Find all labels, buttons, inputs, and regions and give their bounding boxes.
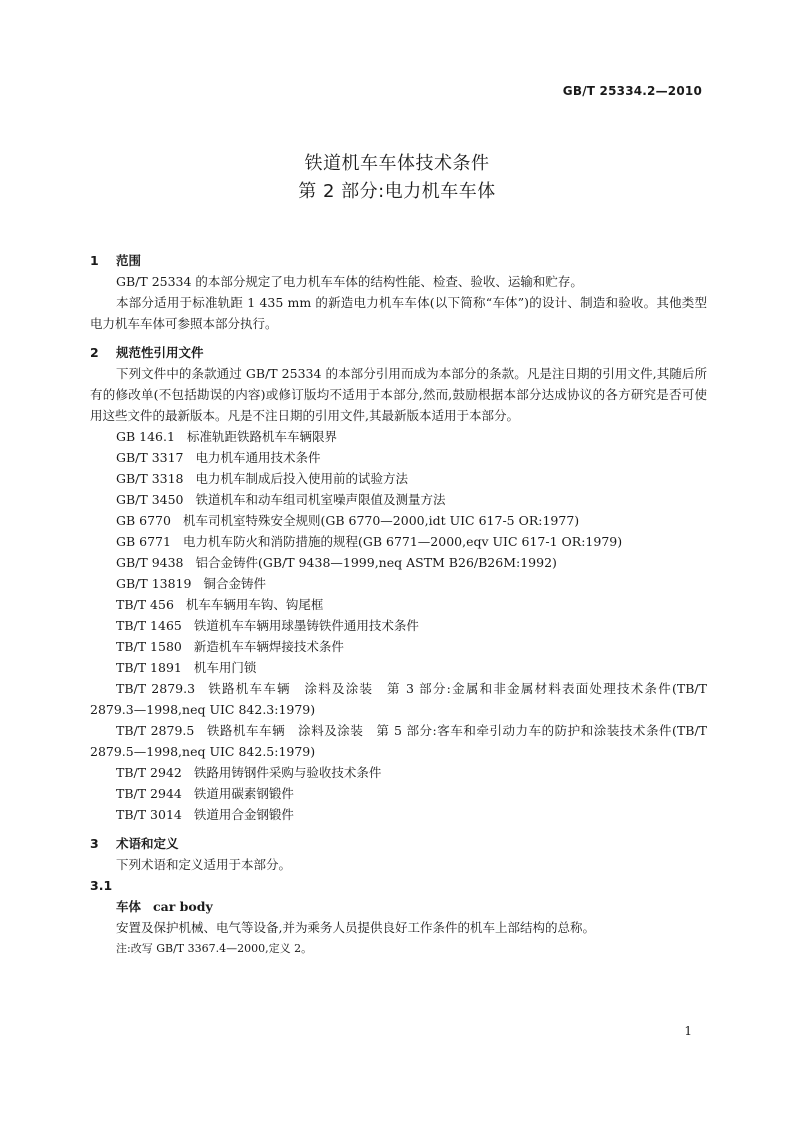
reference-item: GB 6771 电力机车防火和消防措施的规程(GB 6771—2000,eqv UIC 617-1 OR:1979) bbox=[116, 534, 623, 549]
section-number: 2 bbox=[90, 345, 99, 360]
document-body bbox=[90, 250, 707, 959]
section-number: 1 bbox=[90, 253, 99, 268]
term-entry bbox=[90, 896, 707, 917]
term-chinese: 车体 bbox=[116, 899, 142, 914]
section-title: 术语和定义 bbox=[116, 836, 179, 851]
reference-item: TB/T 1580 新造机车车辆焊接技术条件 bbox=[116, 639, 344, 654]
section-title: 范围 bbox=[116, 253, 142, 268]
reference-item: GB/T 3318 电力机车制成后投入使用前的试验方法 bbox=[116, 471, 409, 486]
reference-item: TB/T 456 机车车辆用车钩、钩尾框 bbox=[116, 597, 324, 612]
reference-item: TB/T 2944 铁道用碳素钢锻件 bbox=[116, 786, 294, 801]
reference-item: GB/T 3317 电力机车通用技术条件 bbox=[116, 450, 321, 465]
reference-item: TB/T 3014 铁道用合金钢锻件 bbox=[116, 807, 294, 822]
reference-item: GB 146.1 标准轨距铁路机车车辆限界 bbox=[116, 429, 337, 444]
paragraph: GB/T 25334 的本部分规定了电力机车车体的结构性能、检查、验收、运输和贮存。 bbox=[116, 274, 583, 289]
term-english: car body bbox=[153, 899, 213, 914]
reference-item: TB/T 2879.3 铁路机车车辆 涂料及涂装 第 3 部分:金属和非金属材料表面处理技术条件(TB/T 2879.3—1998,neq UIC 842.3:1979) bbox=[90, 681, 707, 717]
reference-item: GB 6770 机车司机室特殊安全规则(GB 6770—2000,idt UIC 617-5 OR:1977) bbox=[116, 513, 580, 528]
standard-code: GB/T 25334.2—2010 bbox=[562, 84, 702, 98]
section-heading-terms-definitions bbox=[90, 833, 707, 854]
page-number: 1 bbox=[684, 1024, 692, 1038]
reference-item: GB/T 13819 铜合金铸件 bbox=[116, 576, 266, 591]
clause-number: 3.1 bbox=[90, 878, 113, 893]
note: 注:改写 GB/T 3367.4—2000,定义 2。 bbox=[116, 942, 313, 955]
reference-item: TB/T 1891 机车用门锁 bbox=[116, 660, 257, 675]
paragraph: 本部分适用于标准轨距 1 435 mm 的新造电力机车车体(以下简称“车体”)的设计、制造和验收。其他类型电力机车车体可参照本部分执行。 bbox=[90, 295, 707, 331]
reference-list bbox=[90, 426, 707, 825]
section-title: 规范性引用文件 bbox=[116, 345, 204, 360]
section-heading-scope bbox=[90, 250, 707, 271]
paragraph: 下列文件中的条款通过 GB/T 25334 的本部分引用而成为本部分的条款。凡是注日期的引用文件,其随后所有的修改单(不包括勘误的内容)或修订版均不适用于本部分,然而,鼓励根据本部分达成协议的各方研究是否可使用这些文件的最新版本。凡是不注日期的引用文件,其最新版本适用于本部分。 bbox=[90, 366, 707, 423]
reference-item: GB/T 3450 铁道机车和动车组司机室噪声限值及测量方法 bbox=[116, 492, 446, 507]
paragraph: 下列术语和定义适用于本部分。 bbox=[116, 857, 292, 872]
reference-item: TB/T 1465 铁道机车车辆用球墨铸铁件通用技术条件 bbox=[116, 618, 419, 633]
reference-item: TB/T 2942 铁路用铸钢件采购与验收技术条件 bbox=[116, 765, 382, 780]
title-line-1: 铁道机车车体技术条件 bbox=[304, 153, 490, 174]
title-line-2: 第 2 部分:电力机车车体 bbox=[298, 181, 496, 202]
term-definition: 安置及保护机械、电气等设备,并为乘务人员提供良好工作条件的机车上部结构的总称。 bbox=[116, 920, 595, 935]
reference-item: GB/T 9438 铝合金铸件(GB/T 9438—1999,neq ASTM B26/B26M:1992) bbox=[116, 555, 557, 570]
section-heading-normative-references bbox=[90, 342, 707, 363]
document-title bbox=[0, 150, 794, 206]
section-number: 3 bbox=[90, 836, 99, 851]
reference-item: TB/T 2879.5 铁路机车车辆 涂料及涂装 第 5 部分:客车和牵引动力车的防护和涂装技术条件(TB/T 2879.5—1998,neq UIC 842.5:1979) bbox=[90, 723, 707, 759]
